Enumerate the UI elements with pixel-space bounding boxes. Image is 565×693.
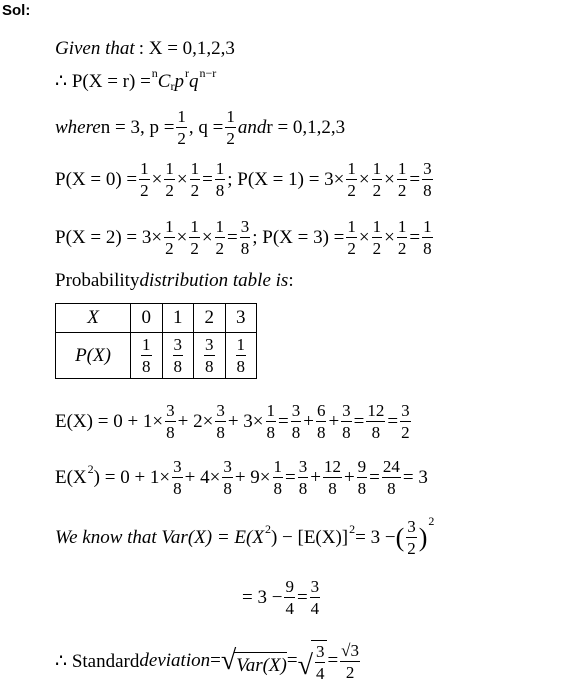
- params-q: , q =: [188, 116, 224, 138]
- formula-p: p: [174, 70, 184, 92]
- sd-result: $\frac{√3}{2}$: [341, 640, 359, 682]
- table-cell: 3: [225, 304, 257, 333]
- p2-p3-line: P(X = 2) = 3× $\frac{1}{2}$ × $\frac{1}{2}$ × $\frac{1}{2}$ = $\frac{3}{8}$ ; P(X = 3) = $\frac{1}{2}$ × $\frac{1}{2}$ × $\frac{1}{2}$ = $\frac{1}{8}$: [55, 217, 432, 258]
- and-word: and: [237, 116, 267, 138]
- variance-lead: We know that Var(X) = E(X: [55, 526, 264, 548]
- formula-r-sub: r: [170, 79, 175, 93]
- distribution-words: distribution table is: [139, 270, 289, 291]
- formula-lead: ∴ P(X = r) =: [55, 71, 151, 92]
- given-line: [55, 38, 235, 60]
- where-word: where: [55, 116, 101, 138]
- p2-lhs: P(X = 2) = 3×: [55, 226, 163, 248]
- table-row: [56, 333, 257, 379]
- p1-lhs: ; P(X = 1) = 3×: [227, 168, 345, 190]
- deviation-word: deviation: [139, 650, 211, 671]
- table-cell: 2: [194, 304, 226, 333]
- given-expr: : X = 0,1,2,3: [138, 38, 235, 59]
- table-cell: 0: [131, 304, 163, 333]
- params-n-p: n = 3, p =: [100, 116, 175, 138]
- table-cell: $\frac{1}{8}$: [225, 333, 257, 379]
- params-r: r = 0,1,2,3: [266, 116, 346, 138]
- intro-colon: :: [288, 270, 294, 291]
- table-cell: $\frac{3}{8}$: [162, 333, 194, 379]
- ex2-lhs: E(X: [55, 466, 87, 488]
- sd-lead: ∴ Standard: [55, 650, 140, 672]
- formula-r-exp: r: [184, 66, 189, 80]
- expectation-squared-line: E(X 2 ) = 0 + 1× $\frac{3}{8}$ + 4× $\frac{3}{8}$ + 9× $\frac{1}{8}$ = $\frac{3}{8}$ + $\frac{12}{8}$ + $\frac{9}{8}$ = $\frac{24}{8}$ = 3: [55, 457, 428, 498]
- table-row: [56, 304, 257, 333]
- standard-deviation-line: ∴ Standard deviation = √ Var(X) = √ $\frac{3}{4}$ = $\frac{√3}{2}$: [55, 640, 359, 683]
- table-header-x: X: [56, 304, 131, 333]
- p-fraction: $\frac{1}{2}$: [177, 107, 186, 148]
- p0-lhs: P(X = 0) =: [55, 168, 138, 190]
- distribution-table: [55, 303, 257, 379]
- binomial-formula-line: [55, 66, 217, 93]
- table-cell: 1: [162, 304, 194, 333]
- expectation-line: E(X) = 0 + 1× $\frac{3}{8}$ + 2× $\frac{3}{8}$ + 3× $\frac{1}{8}$ = $\frac{3}{8}$ + $\frac{6}{8}$ + $\frac{3}{8}$ = $\frac{12}{8}$ = $\frac{3}{2}$: [55, 401, 410, 442]
- formula-n-r-exp: n−r: [199, 66, 217, 80]
- variance-line: We know that Var(X) = E(X 2 ) − [E(X)] 2 = 3 − ( $\frac{3}{2}$ ) 2: [55, 514, 435, 558]
- formula-q: q: [188, 70, 199, 92]
- q-fraction: $\frac{1}{2}$: [226, 107, 235, 148]
- given-prefix: Given that: [55, 38, 135, 59]
- parameters-line: [55, 108, 345, 147]
- table-intro-line: [55, 270, 294, 292]
- table-cell: $\frac{1}{8}$: [131, 333, 163, 379]
- p3-lhs: ; P(X = 3) =: [252, 226, 345, 248]
- solution-label: Sol:: [2, 2, 31, 19]
- probability-word: Probability: [55, 270, 140, 291]
- formula-n: n: [151, 66, 158, 80]
- ex-lhs: E(X) = 0 + 1×: [55, 410, 164, 432]
- sqrt-var: √ Var(X): [220, 645, 287, 676]
- formula-C: C: [157, 70, 171, 92]
- table-header-px: P(X): [56, 333, 131, 379]
- variance-result-line: = 3 − $\frac{9}{4}$ = $\frac{3}{4}$: [242, 577, 320, 618]
- table-cell: $\frac{3}{8}$: [194, 333, 226, 379]
- sqrt-three-quarters: √ $\frac{3}{4}$: [298, 640, 328, 682]
- p0-p1-line: P(X = 0) = $\frac{1}{2}$ × $\frac{1}{2}$ × $\frac{1}{2}$ = $\frac{1}{8}$ ; P(X = 1) = 3× $\frac{1}{2}$ × $\frac{1}{2}$ × $\frac{1}{2}$ = $\frac{3}{8}$: [55, 159, 432, 200]
